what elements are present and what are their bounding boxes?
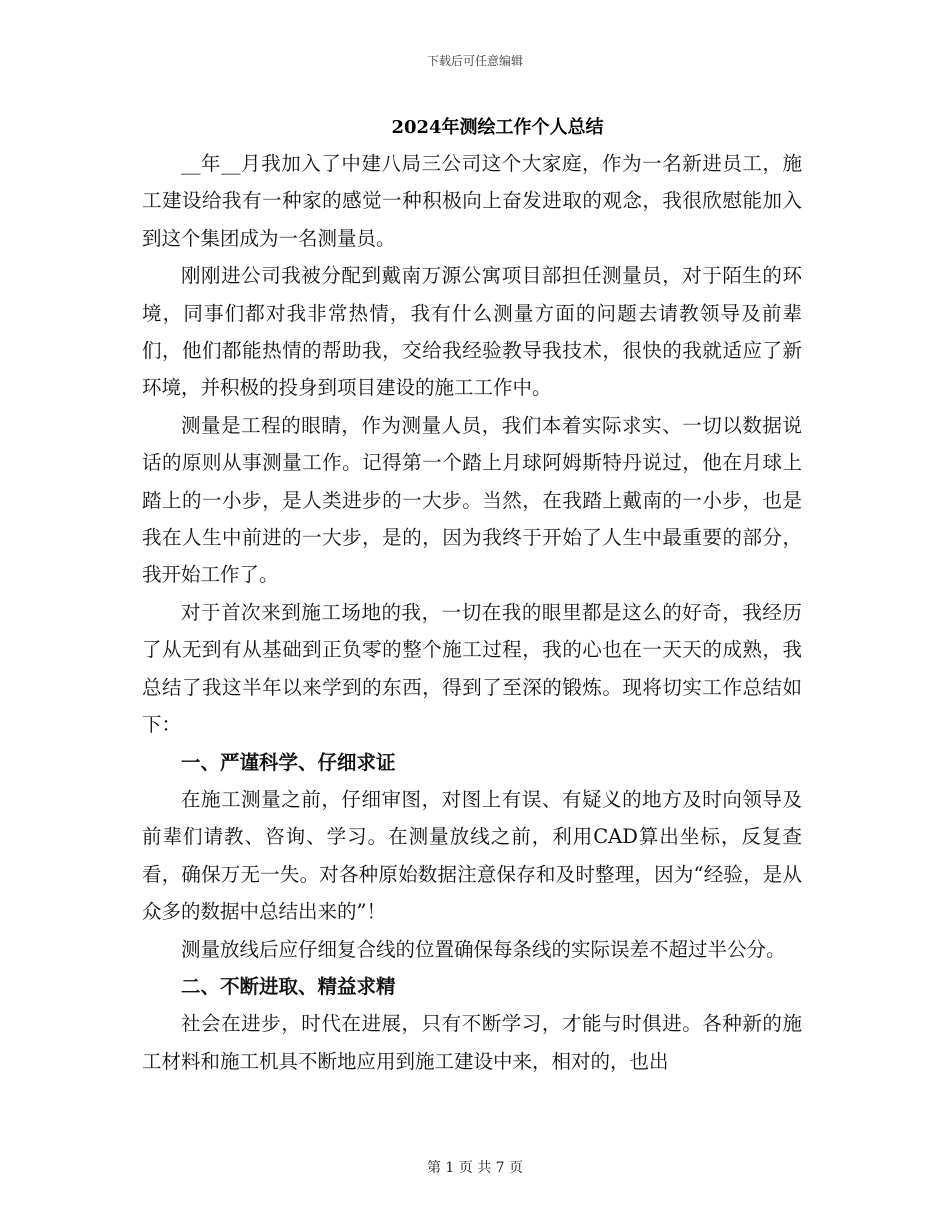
paragraph: 社会在进步，时代在进展，只有不断学习，才能与时俱进。各种新的施工材料和施工机具不断地应用到施工建设中来，相对的，也出 (142, 1012, 802, 1073)
paragraph: 刚刚进公司我被分配到戴南万源公寓项目部担任测量员，对于陌生的环境，同事们都对我非常热情，我有什么测量方面的问题去请教领导及前辈们，他们都能热情的帮助我，交给我经验教导我技术，很快的我就适应了新环境，并积极的投身到项目建设的施工工作中。 (142, 264, 802, 400)
paragraph: 测量是工程的眼睛，作为测量人员，我们本着实际求实、一切以数据说话的原则从事测量工作。记得第一个踏上月球阿姆斯特丹说过，他在月球上踏上的一小步，是人类进步的一大步。当然，在我踏上戴南的一小步，也是我在人生中前进的一大步，是的，因为我终于开始了人生中最重要的部分，我开始工作了。 (142, 413, 802, 587)
section-heading: 二、不断进取、精益求精 (181, 974, 396, 998)
document-title: 2024年测绘工作个人总结 (391, 117, 604, 138)
paragraph: 在施工测量之前，仔细审图，对图上有误、有疑义的地方及时向领导及前辈们请教、咨询、学习。在测量放线之前，利用CAD算出坐标，反复查看，确保万无一失。对各种原始数据注意保存和及时整理，因为“经验，是从众多的数据中总结出来的”！ (142, 787, 802, 924)
paragraph: 对于首次来到施工场地的我，一切在我的眼里都是这么的好奇，我经历了从无到有从基础到正负零的整个施工过程，我的心也在一天天的成熟，我总结了我这半年以来学到的东西，得到了至深的锻炼。现将切实工作总结如下： (142, 600, 802, 737)
header-note: 下载后可任意编辑 (426, 54, 523, 68)
page-number: 第 1 页 共 7 页 (426, 1160, 524, 1176)
document-body (142, 145, 802, 1080)
paragraph: __年__月我加入了中建八局三公司这个大家庭，作为一名新进员工，施工建设给我有一种家的感觉一种积极向上奋发进取的观念，我很欣慰能加入到这个集团成为一名测量员。 (142, 152, 802, 250)
section-heading: 一、严谨科学、仔细求证 (181, 750, 396, 774)
paragraph: 测量放线后应仔细复合线的位置确保每条线的实际误差不超过半公分。 (181, 937, 786, 961)
